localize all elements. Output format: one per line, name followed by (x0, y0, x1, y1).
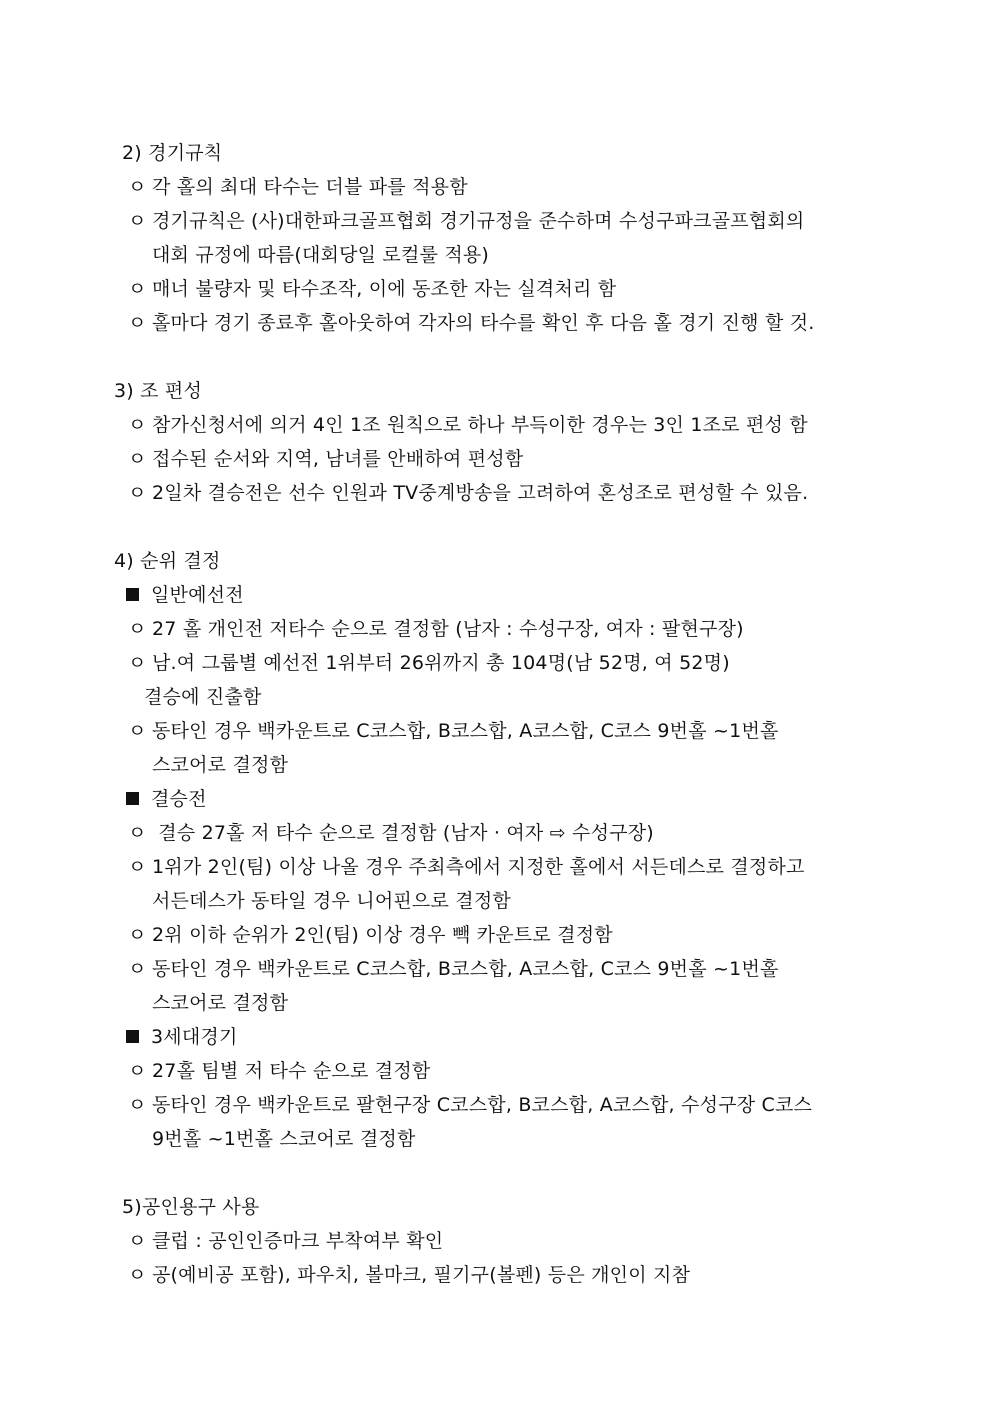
section-heading-ranking: 4) 순위 결정 (114, 550, 221, 572)
subsection-heading: 3세대경기 (126, 1025, 238, 1049)
subsection-heading: 결승전 (126, 787, 207, 811)
circle-bullet-icon: ㅇ (128, 924, 147, 946)
circle-bullet-icon: ㅇ (128, 720, 147, 742)
circle-bullet-icon: ㅇ (128, 482, 147, 504)
circle-bullet-icon: ㅇ (128, 414, 147, 436)
list-item: ㅇ 동타인 경우 백카운트로 C코스합, B코스합, A코스합, C코스 9번홀 ~1번홀 (128, 958, 779, 980)
list-item: ㅇ 남.여 그룹별 예선전 1위부터 26위까지 총 104명(남 52명, 여 52명) (128, 652, 730, 674)
circle-bullet-icon: ㅇ (128, 1060, 147, 1082)
circle-bullet-icon: ㅇ (128, 958, 147, 980)
list-item: ㅇ 공(예비공 포함), 파우치, 볼마크, 필기구(볼펜) 등은 개인이 지참 (128, 1264, 691, 1286)
list-item: ㅇ 홀마다 경기 종료후 홀아웃하여 각자의 타수를 확인 후 다음 홀 경기 진행 할 것. (128, 312, 815, 334)
list-item-continuation: 9번홀 ~1번홀 스코어로 결정함 (152, 1128, 416, 1150)
list-item: ㅇ 1위가 2인(팀) 이상 나올 경우 주최측에서 지정한 홀에서 서든데스로 결정하고 (128, 856, 805, 878)
square-bullet-icon (126, 792, 139, 805)
section-heading-groups: 3) 조 편성 (114, 380, 203, 402)
list-item: ㅇ 접수된 순서와 지역, 남녀를 안배하여 편성함 (128, 448, 524, 470)
list-item: ㅇ 각 홀의 최대 타수는 더블 파를 적용함 (128, 176, 468, 198)
subsection-heading: 일반예선전 (126, 583, 244, 607)
list-item-continuation: 스코어로 결정함 (152, 754, 289, 776)
list-item-continuation: 결승에 진출함 (144, 686, 262, 708)
circle-bullet-icon: ㅇ (128, 652, 147, 674)
circle-bullet-icon: ㅇ (128, 1094, 147, 1116)
circle-bullet-icon: ㅇ (128, 1230, 147, 1252)
list-item-continuation: 대회 규정에 따름(대회당일 로컬룰 적용) (152, 244, 490, 266)
list-item: ㅇ 2일차 결승전은 선수 인원과 TV중계방송을 고려하여 혼성조로 편성할 수 있음. (128, 482, 809, 504)
list-item: ㅇ 참가신청서에 의거 4인 1조 원칙으로 하나 부득이한 경우는 3인 1조로 편성 함 (128, 414, 808, 436)
list-item-continuation: 서든데스가 동타일 경우 니어핀으로 결정함 (152, 890, 511, 912)
circle-bullet-icon: ㅇ (128, 210, 147, 232)
list-item: ㅇ 클럽 : 공인인증마크 부착여부 확인 (128, 1230, 444, 1252)
circle-bullet-icon: ㅇ (128, 176, 147, 198)
list-item: ㅇ 매너 불량자 및 타수조작, 이에 동조한 자는 실격처리 함 (128, 278, 617, 300)
list-item: ㅇ 27홀 팀별 저 타수 순으로 결정함 (128, 1060, 431, 1082)
list-item: ㅇ 동타인 경우 백카운트로 C코스합, B코스합, A코스합, C코스 9번홀 ~1번홀 (128, 720, 779, 742)
circle-bullet-icon: ㅇ (128, 448, 147, 470)
square-bullet-icon (126, 1030, 139, 1043)
square-bullet-icon (126, 588, 139, 601)
circle-bullet-icon: ㅇ (128, 822, 147, 844)
circle-bullet-icon: ㅇ (128, 856, 147, 878)
list-item: ㅇ 동타인 경우 백카운트로 팔현구장 C코스합, B코스합, A코스합, 수성구장 C코스 (128, 1094, 813, 1116)
section-heading-equipment: 5)공인용구 사용 (122, 1196, 260, 1218)
circle-bullet-icon: ㅇ (128, 278, 147, 300)
list-item: ㅇ 27 홀 개인전 저타수 순으로 결정함 (남자 : 수성구장, 여자 : 팔현구장) (128, 618, 744, 640)
list-item: ㅇ 결승 27홀 저 타수 순으로 결정함 (남자 · 여자 ⇨ 수성구장) (128, 822, 654, 844)
circle-bullet-icon: ㅇ (128, 618, 147, 640)
circle-bullet-icon: ㅇ (128, 1264, 147, 1286)
circle-bullet-icon: ㅇ (128, 312, 147, 334)
list-item-continuation: 스코어로 결정함 (152, 992, 289, 1014)
section-heading-rules: 2) 경기규칙 (122, 142, 223, 164)
list-item: ㅇ 경기규칙은 (사)대한파크골프협회 경기규정을 준수하며 수성구파크골프협회의 (128, 210, 805, 232)
list-item: ㅇ 2위 이하 순위가 2인(팀) 이상 경우 빽 카운트로 결정함 (128, 924, 613, 946)
